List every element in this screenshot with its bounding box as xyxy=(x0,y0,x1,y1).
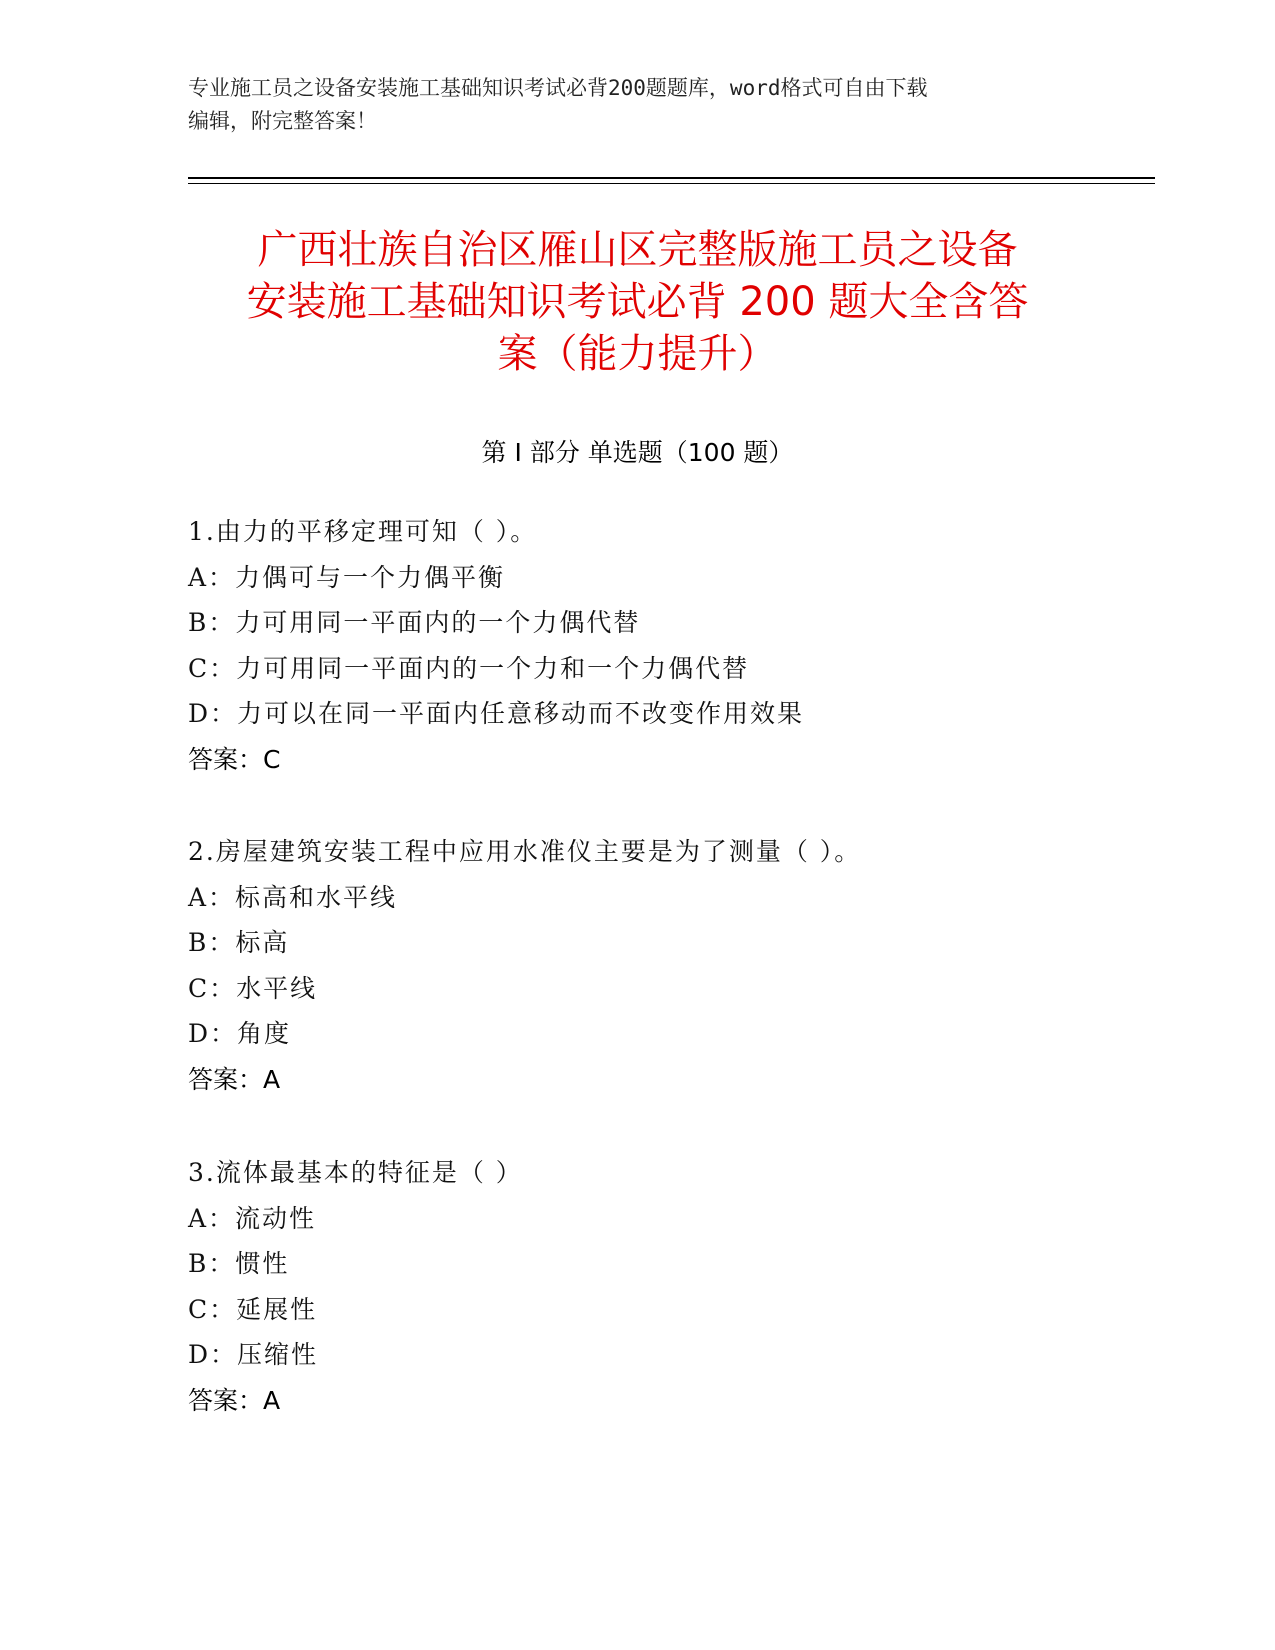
question-stem: 3.流体最基本的特征是（ ） xyxy=(188,1158,523,1187)
document-title-line-1: 广西壮族自治区雁山区完整版施工员之设备 xyxy=(257,227,1018,273)
option-c: C：力可用同一平面内的一个力和一个力偶代替 xyxy=(188,653,750,683)
header-divider-thin xyxy=(188,183,1155,184)
document-title-line-2: 安装施工基础知识考试必背 200 题大全含答 xyxy=(246,279,1029,325)
option-b: B：标高 xyxy=(188,928,290,957)
option-a: A：力偶可与一个力偶平衡 xyxy=(188,562,506,592)
question-stem: 1.由力的平移定理可知（ ）。 xyxy=(188,517,538,546)
header-divider-thick xyxy=(188,177,1155,179)
option-a: A：流动性 xyxy=(188,1203,317,1233)
question-3 xyxy=(188,1150,1188,1423)
header-note-line-2: 编辑，附完整答案！ xyxy=(188,109,377,133)
option-c: C：延展性 xyxy=(188,1294,318,1324)
document-title xyxy=(150,224,1125,380)
answer: 答案：A xyxy=(188,1064,281,1094)
answer: 答案：A xyxy=(188,1385,281,1415)
option-d: D：力可以在同一平面内任意移动而不改变作用效果 xyxy=(188,699,805,728)
question-2 xyxy=(188,829,1188,1102)
answer: 答案：C xyxy=(188,744,281,774)
header-note-line-1: 专业施工员之设备安装施工基础知识考试必背200题题库，word格式可自由下载 xyxy=(188,76,928,100)
question-1 xyxy=(188,509,1188,782)
option-b: B：力可用同一平面内的一个力偶代替 xyxy=(188,608,641,637)
option-c: C：水平线 xyxy=(188,973,318,1003)
option-d: D：角度 xyxy=(188,1019,292,1048)
option-d: D：压缩性 xyxy=(188,1340,319,1369)
option-a: A：标高和水平线 xyxy=(188,882,398,912)
question-stem: 2.房屋建筑安装工程中应用水准仪主要是为了测量（ ）。 xyxy=(188,837,862,866)
document-title-line-3: 案（能力提升） xyxy=(497,331,778,377)
option-b: B：惯性 xyxy=(188,1249,290,1278)
section-heading: 第 I 部分 单选题（100 题） xyxy=(481,438,794,467)
header-note xyxy=(188,72,1088,138)
